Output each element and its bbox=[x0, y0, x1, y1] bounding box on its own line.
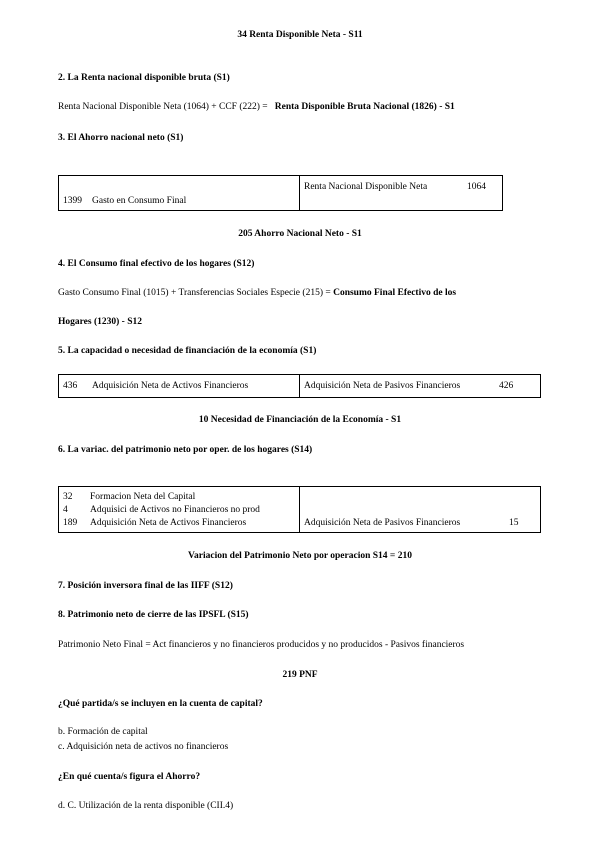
q8-result: 219 PNF bbox=[282, 670, 318, 680]
table-divider bbox=[299, 487, 300, 532]
q6-row-label: Adquisición Neta de Activos Financieros bbox=[90, 518, 247, 528]
q6-row-num: 4 bbox=[63, 505, 68, 515]
q5-account-table bbox=[58, 374, 541, 398]
q6-result: Variacion del Patrimonio Neto por operacion S14 = 210 bbox=[188, 551, 412, 561]
q4-result-line1: Consumo Final Efectivo de los bbox=[333, 288, 457, 298]
q6-row-num: 189 bbox=[63, 518, 78, 528]
table-divider bbox=[299, 176, 300, 210]
q8-formula: Patrimonio Neto Final = Act financieros y no financieros producidos y no producidos - Pasivos financieros bbox=[58, 640, 465, 650]
q7-heading: 7. Posición inversora final de las IIFF (S12) bbox=[58, 581, 233, 591]
q3-left-num: 1399 bbox=[63, 196, 82, 206]
q9-question: ¿Qué partida/s se incluyen en la cuenta de capital? bbox=[58, 699, 263, 709]
q5-result: 10 Necesidad de Financiación de la Economía - S1 bbox=[198, 415, 402, 425]
q3-right-label: Renta Nacional Disponible Neta bbox=[304, 182, 428, 192]
q4-result-line2: Hogares (1230) - S12 bbox=[58, 317, 142, 327]
q5-left-num: 436 bbox=[63, 381, 78, 391]
q6-heading: 6. La variac. del patrimonio neto por oper. de los hogares (S14) bbox=[58, 445, 313, 455]
q10-question: ¿En qué cuenta/s figura el Ahorro? bbox=[58, 772, 201, 782]
q2-heading: 2. La Renta nacional disponible bruta (S1) bbox=[58, 73, 230, 83]
q4-heading: 4. El Consumo final efectivo de los hogares (S12) bbox=[58, 259, 255, 269]
q8-heading: 8. Patrimonio neto de cierre de las IPSFL (S15) bbox=[58, 610, 249, 620]
q2-result: Renta Disponible Bruta Nacional (1826) - S1 bbox=[274, 102, 455, 112]
q2-formula: Renta Nacional Disponible Neta (1064) + CCF (222) = Renta Disponible Bruta Nacional (1826) - S1 bbox=[58, 102, 455, 112]
q5-right-num: 426 bbox=[499, 381, 514, 391]
q6-right-label: Adquisición Neta de Pasivos Financieros bbox=[304, 518, 461, 528]
q3-right-num: 1064 bbox=[467, 182, 486, 192]
q6-row-label: Formacion Neta del Capital bbox=[90, 492, 196, 502]
q9-answer: b. Formación de capital bbox=[58, 727, 148, 737]
q9-answer: c. Adquisición neta de activos no financieros bbox=[58, 742, 229, 752]
q5-right-label: Adquisición Neta de Pasivos Financieros bbox=[304, 381, 461, 391]
q6-row-num: 32 bbox=[63, 492, 73, 502]
q10-answer: d. C. Utilización de la renta disponible (CII.4) bbox=[58, 801, 234, 811]
q4-formula: Gasto Consumo Final (1015) + Transferencias Sociales Especie (215) = Consumo Final Efectivo de los bbox=[58, 288, 457, 298]
q6-right-num: 15 bbox=[509, 518, 519, 528]
q3-left-label: Gasto en Consumo Final bbox=[92, 196, 187, 206]
q5-left-label: Adquisición Neta de Activos Financieros bbox=[92, 381, 249, 391]
q3-account-table bbox=[58, 175, 503, 211]
page-title: 34 Renta Disponible Neta - S11 bbox=[237, 30, 363, 40]
q3-result: 205 Ahorro Nacional Neto - S1 bbox=[238, 229, 362, 239]
q6-row-label: Adquisici de Activos no Financieros no prod bbox=[90, 505, 260, 515]
q3-heading: 3. El Ahorro nacional neto (S1) bbox=[58, 133, 184, 143]
table-divider bbox=[299, 375, 300, 397]
q6-account-table bbox=[58, 486, 541, 533]
q5-heading: 5. La capacidad o necesidad de financiación de la economía (S1) bbox=[58, 346, 317, 356]
